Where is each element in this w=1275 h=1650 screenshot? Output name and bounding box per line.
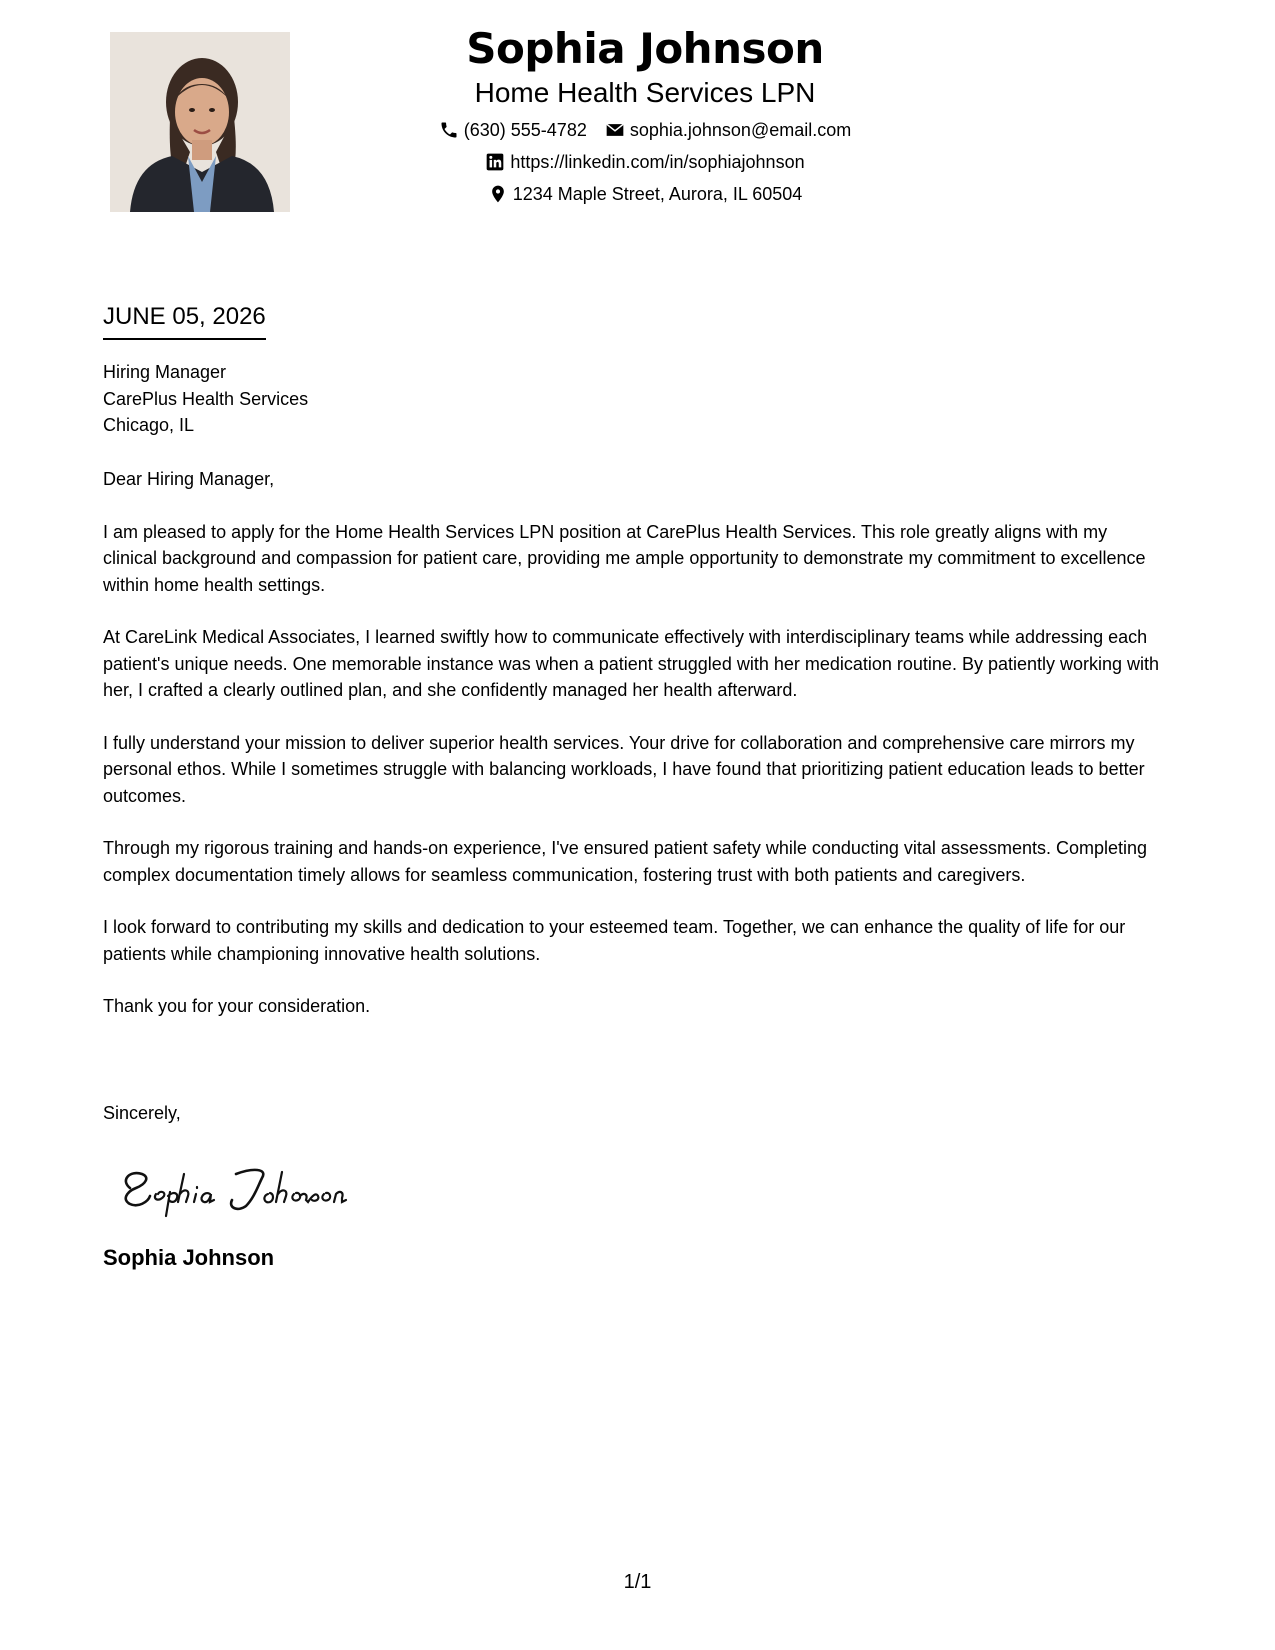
- phone-contact: [439, 114, 587, 146]
- recipient-location: Chicago, IL: [103, 415, 195, 435]
- phone-number: (630) 555-4782: [463, 120, 587, 140]
- signer-name: Sophia Johnson: [103, 1245, 275, 1270]
- email-address: sophia.johnson@email.com: [629, 120, 852, 140]
- recipient-title: Hiring Manager: [103, 362, 227, 382]
- body-paragraph: I fully understand your mission to deliver superior health services. Your drive for collaboration and comprehensive care mirrors my personal ethos. While I sometimes struggle with balancing workloads, I have found that prioritizing patient education leads to better outcomes.: [103, 732, 1145, 806]
- portrait-image: [110, 32, 290, 212]
- body-paragraph: At CareLink Medical Associates, I learned swiftly how to communicate effectively with interdisciplinary teams while addressing each patient's unique needs. One memorable instance was when a patient struggled with her medication routine. By patiently working with her, I crafted a clearly outlined plan, and she confidently managed her health afterward.: [103, 627, 1160, 700]
- contact-row-1: [300, 114, 990, 146]
- handwritten-signature: [112, 1150, 372, 1220]
- letter-header: [300, 22, 990, 210]
- applicant-title: Home Health Services LPN: [474, 77, 816, 108]
- applicant-name: Sophia Johnson: [466, 24, 824, 73]
- letter-body: [103, 466, 1163, 1046]
- body-paragraph: Through my rigorous training and hands-on experience, I've ensured patient safety while conducting vital assessments. Completing complex documentation timely allows for seamless communication, fostering trust with both patients and caregivers.: [103, 838, 1148, 885]
- body-paragraph: I look forward to contributing my skills and dedication to your esteemed team. Together, we can enhance the quality of life for our patients while championing innovative health solutions.: [103, 917, 1126, 964]
- address-contact: [488, 178, 803, 210]
- email-contact: [605, 114, 851, 146]
- closing-phrase: Sincerely,: [103, 1103, 181, 1123]
- linkedin-icon: [485, 152, 505, 172]
- linkedin-contact: [485, 146, 804, 178]
- recipient-company: CarePlus Health Services: [103, 388, 309, 409]
- phone-icon: [439, 120, 459, 140]
- thank-you-line: Thank you for your consideration.: [103, 996, 371, 1016]
- map-pin-icon: [488, 184, 508, 204]
- salutation: Dear Hiring Manager,: [103, 469, 275, 489]
- body-paragraph: I am pleased to apply for the Home Health Services LPN position at CarePlus Health Services. This role greatly aligns with my clinical background and compassion for patient care, providing me ample opportunity to demonstrate my commitment to excellence within home health settings.: [103, 521, 1146, 595]
- linkedin-url: https://linkedin.com/in/sophiajohnson: [510, 152, 805, 172]
- street-address: 1234 Maple Street, Aurora, IL 60504: [512, 184, 803, 204]
- contact-row-2: [300, 146, 990, 178]
- letter-date: JUNE 05, 2026: [103, 300, 266, 340]
- recipient-block: [103, 359, 308, 439]
- page-number: 1/1: [623, 1571, 652, 1593]
- profile-photo: [110, 32, 290, 212]
- envelope-icon: [605, 120, 625, 140]
- contact-row-3: [300, 178, 990, 210]
